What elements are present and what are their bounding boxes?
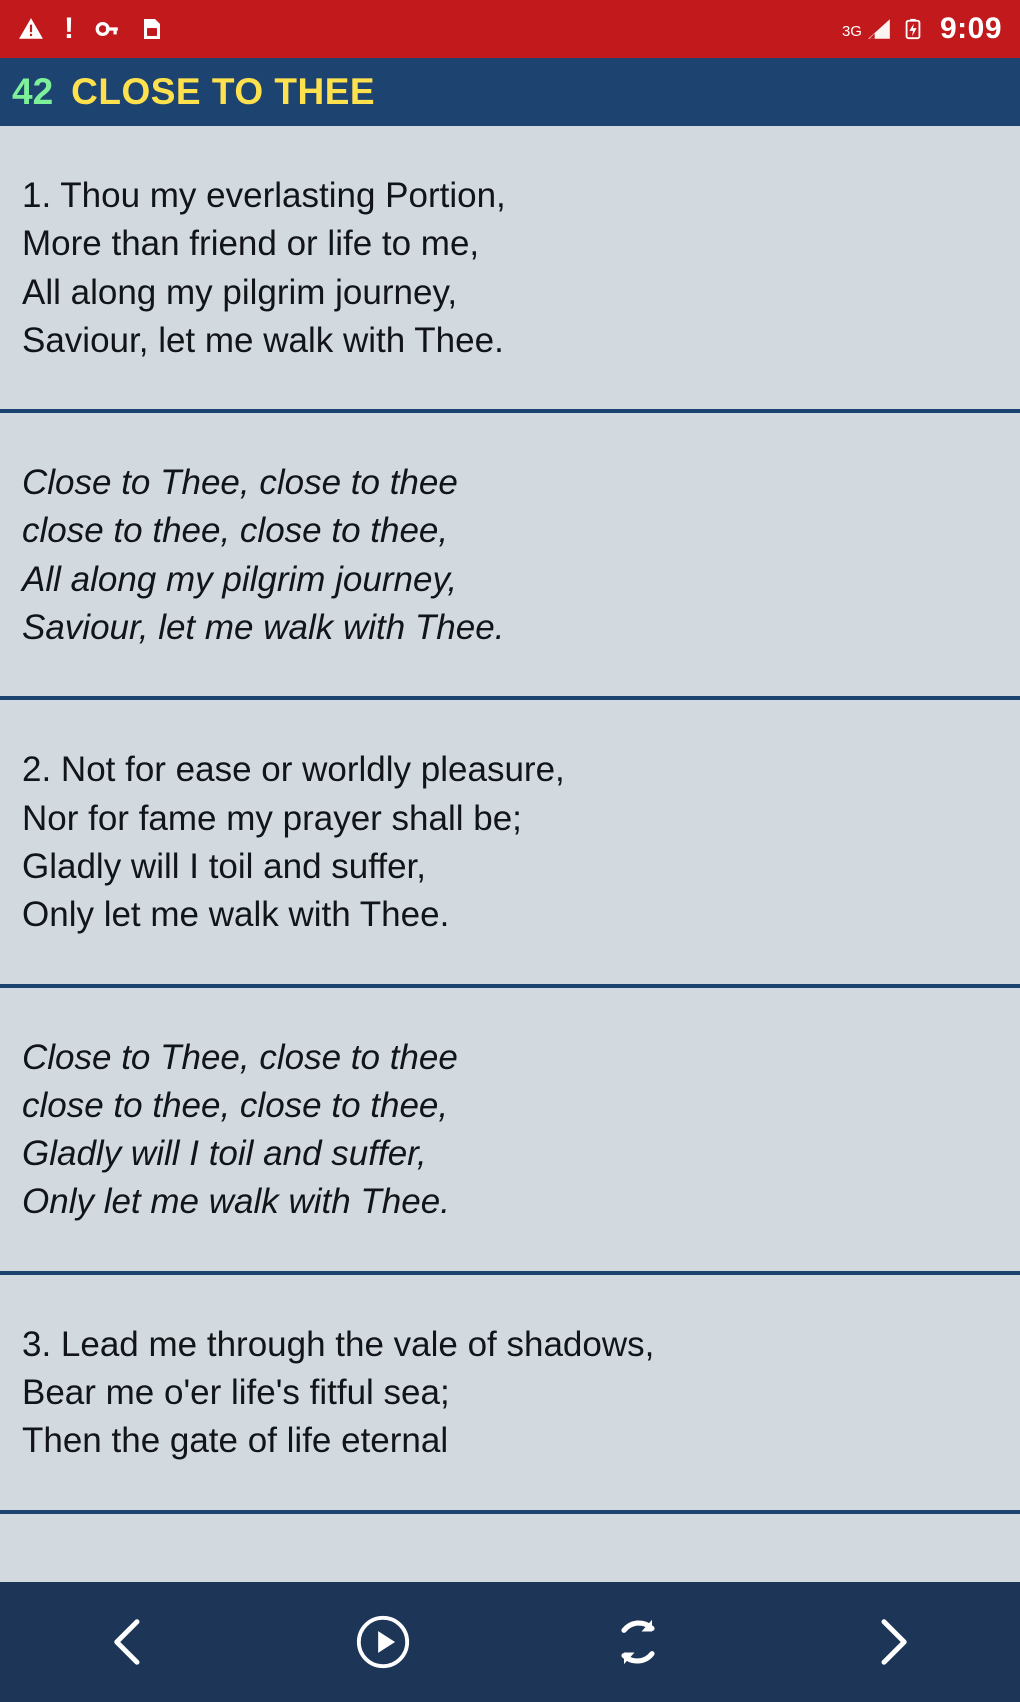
lyric-line: Nor for fame my prayer shall be; <box>22 798 522 838</box>
next-icon <box>866 1615 920 1669</box>
previous-button[interactable] <box>68 1582 188 1702</box>
lyric-line: Gladly will I toil and suffer, <box>22 846 426 886</box>
warning-triangle-icon <box>18 16 44 42</box>
lyric-line: Bear me o'er life's fitful sea; <box>22 1373 450 1413</box>
lyric-line: Close to Thee, close to thee <box>22 1037 458 1077</box>
play-button[interactable] <box>323 1582 443 1702</box>
lyric-line: Close to Thee, close to thee <box>22 463 458 503</box>
lyric-line: 3. Lead me through the vale of shadows, <box>22 1324 655 1364</box>
lyric-line: Saviour, let me walk with Thee. <box>22 320 504 360</box>
lyric-line: More than friend or life to me, <box>22 224 480 264</box>
hymn-lyrics-scroll-area[interactable] <box>0 126 1020 1582</box>
play-icon <box>354 1613 412 1671</box>
key-icon <box>94 16 120 42</box>
lyric-line: All along my pilgrim journey, <box>22 559 458 599</box>
bottom-navigation-bar <box>0 1582 1020 1702</box>
lyric-line: Only let me walk with Thee. <box>22 895 450 935</box>
hymn-number: 42 <box>12 71 54 112</box>
lyric-line: close to thee, close to thee, <box>22 1085 449 1125</box>
lyric-line: Gladly will I toil and suffer, <box>22 1134 427 1174</box>
battery-icon <box>902 16 924 42</box>
status-bar-right-icons <box>842 12 1002 46</box>
status-bar <box>0 0 1020 58</box>
exclamation-icon: ! <box>64 12 74 45</box>
chorus-block <box>0 988 1020 1275</box>
verse-block <box>0 700 1020 987</box>
chorus-block <box>0 413 1020 700</box>
hymn-title: CLOSE TO THEE <box>71 71 376 112</box>
verse-block <box>0 126 1020 413</box>
previous-icon <box>101 1615 155 1669</box>
hymn-title-bar <box>0 58 1020 126</box>
repeat-icon <box>610 1614 666 1670</box>
status-bar-clock: 9:09 <box>939 12 1002 45</box>
lyric-line: close to thee, close to thee, <box>22 511 449 551</box>
network-type-label: 3G <box>841 23 862 40</box>
lyric-line: 2. Not for ease or worldly pleasure, <box>22 750 565 790</box>
lyric-line: Saviour, let me walk with Thee. <box>22 608 505 648</box>
repeat-button[interactable] <box>578 1582 698 1702</box>
sim-card-icon <box>140 16 164 42</box>
verse-block <box>0 1275 1020 1514</box>
lyric-line: Then the gate of life eternal <box>22 1421 449 1461</box>
status-bar-left-icons <box>18 14 164 44</box>
next-button[interactable] <box>833 1582 953 1702</box>
signal-bars-icon <box>866 16 892 42</box>
lyric-line: Only let me walk with Thee. <box>22 1182 450 1222</box>
lyric-line: 1. Thou my everlasting Portion, <box>22 176 506 215</box>
lyric-line: All along my pilgrim journey, <box>22 272 458 312</box>
